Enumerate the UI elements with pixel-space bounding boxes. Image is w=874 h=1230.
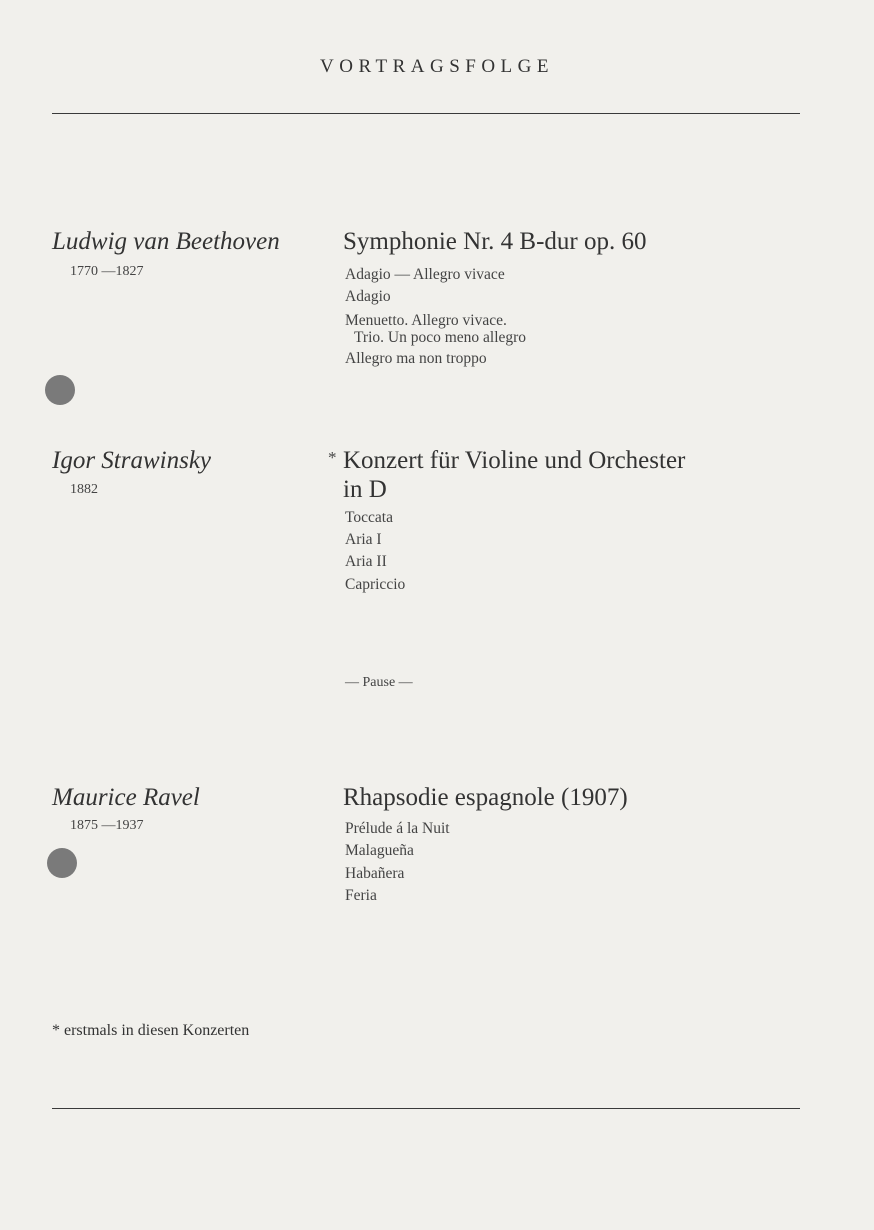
movement: Trio. Un poco meno allegro (354, 329, 527, 346)
movement: Prélude á la Nuit (345, 820, 450, 837)
movement: Malagueña (345, 842, 414, 859)
composer-name: Ludwig van Beethoven (52, 228, 280, 255)
page-title: VORTRAGSFOLGE (320, 56, 554, 77)
punch-hole (47, 848, 77, 878)
composer-years: 1882 (70, 482, 98, 497)
work-title: Symphonie Nr. 4 B-dur op. 60 (343, 228, 647, 255)
composer-years: 1875 —1937 (70, 818, 144, 833)
movement: Capriccio (345, 576, 406, 593)
movement: Menuetto. Allegro vivace. (345, 312, 507, 329)
composer-name: Igor Strawinsky (52, 447, 212, 474)
movement: Feria (345, 887, 377, 904)
work-title: Konzert für Violine und Orchester (343, 447, 686, 474)
bottom-divider (52, 1108, 800, 1109)
punch-hole (45, 375, 75, 405)
work-title-continued: in D (343, 476, 387, 503)
movement: Adagio — Allegro vivace (345, 266, 505, 283)
top-divider (52, 113, 800, 114)
footnote: * erstmals in diesen Konzerten (52, 1022, 250, 1039)
movement: Toccata (345, 509, 393, 526)
composer-name: Maurice Ravel (52, 784, 200, 811)
work-title: Rhapsodie espagnole (1907) (343, 784, 628, 811)
intermission: — Pause — (345, 675, 413, 690)
first-performance-marker: * (328, 448, 337, 467)
movement: Aria II (345, 553, 387, 570)
movement: Aria I (345, 531, 382, 548)
movement: Adagio (345, 288, 391, 305)
composer-years: 1770 —1827 (70, 264, 144, 279)
movement: Allegro ma non troppo (345, 350, 487, 367)
movement: Habañera (345, 865, 405, 882)
